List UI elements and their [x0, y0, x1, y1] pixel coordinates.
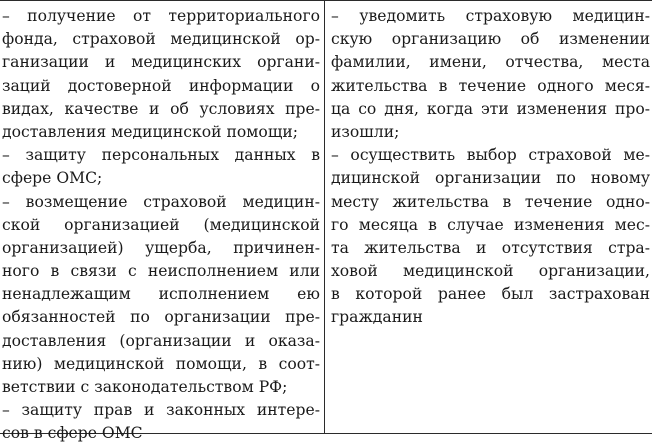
obligations-line: ца со дня, когда эти изменения про- — [331, 99, 650, 118]
rights-line: ветствии с законодательством РФ; — [2, 378, 288, 396]
obligations-line: дицинской организации по новому — [331, 169, 650, 188]
rights-line: – защиту персональных данных в — [2, 146, 320, 165]
obligations-line: жительства в течение одного меся- — [331, 76, 650, 95]
rights-line: – защиту прав и законных интере- — [2, 401, 320, 420]
obligations-line: скую организацию об изменении — [331, 30, 650, 49]
rights-line: сфере ОМС; — [2, 169, 103, 188]
obligations-line: месту жительства в течение одно- — [331, 192, 650, 211]
rights-line: доставления (организации и оказа- — [2, 331, 320, 350]
obligations-line: в которой ранее был застрахован — [331, 285, 650, 304]
rights-line: ганизации и медицинских органи- — [2, 53, 320, 72]
obligations-line: гражданин — [331, 308, 423, 327]
obligations-line: – уведомить страховую медицин- — [331, 7, 650, 25]
rights-line: обязанностей по организации пре- — [2, 308, 320, 327]
obligations-line: фамилии, имени, отчества, места — [331, 53, 650, 72]
rights-column — [0, 1, 325, 443]
obligations-line: ховой медицинской организации, — [331, 262, 650, 281]
obligations-line: та жительства и отсутствия стра- — [331, 238, 650, 257]
rights-line: видах, качестве и об условиях пре- — [2, 99, 320, 118]
rights-line: ного в связи с неисполнением или — [2, 262, 320, 281]
rights-line: – получение от территориального — [2, 7, 320, 25]
rights-line: фонда, страховой медицинской ор- — [2, 30, 320, 49]
obligations-line: го месяца в случае изменения мес- — [331, 215, 650, 234]
rights-line: сов в сфере ОМС — [2, 424, 143, 443]
obligations-line: – осуществить выбор страховой ме- — [331, 146, 650, 165]
obligations-line: изошли; — [331, 122, 400, 141]
rights-line: организацией) ущерба, причинен- — [2, 238, 320, 257]
rights-line: ненадлежащим исполнением ею — [2, 285, 320, 304]
rights-line: – возмещение страховой медицин- — [2, 192, 320, 211]
rights-line: ской организацией (медицинской — [2, 215, 320, 234]
rights-line: доставления медицинской помощи; — [2, 122, 298, 141]
obligations-column — [325, 1, 652, 433]
rights-line: заций достоверной информации о — [2, 76, 320, 95]
rights-line: нию) медицинской помощи, в соот- — [2, 354, 320, 373]
